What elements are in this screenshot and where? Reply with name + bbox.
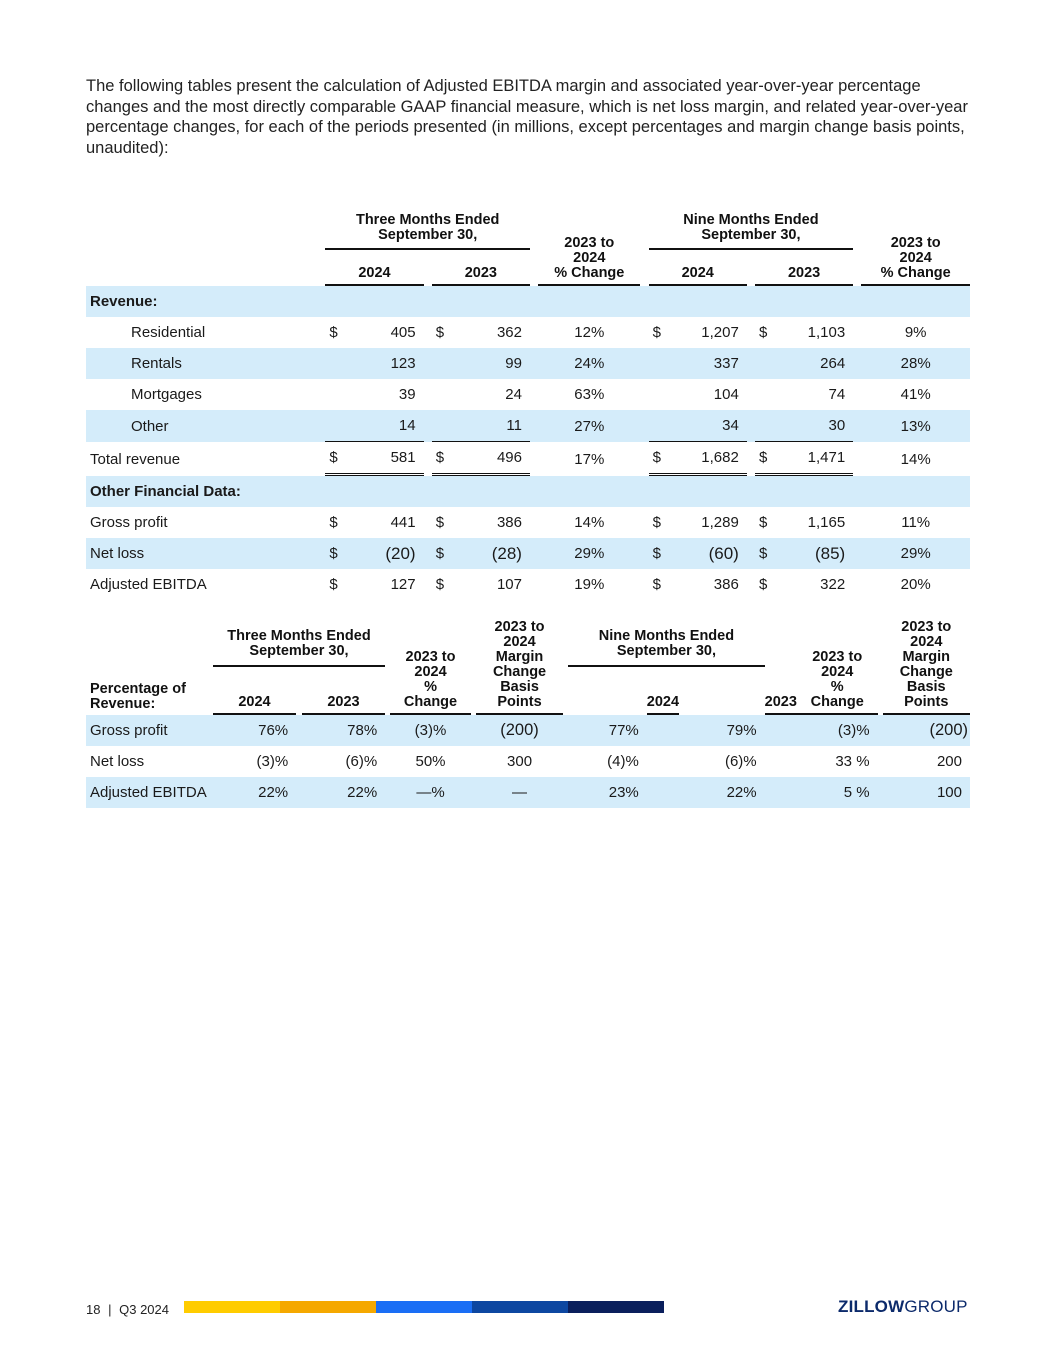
col2-q-2024: 2024 [213,667,296,715]
color-bar-segment [472,1301,568,1313]
percentage-of-revenue-header: Percentage of Revenue: [90,681,186,712]
zillow-group-logo: ZILLOWGROUP [838,1297,968,1316]
col2-q-2023: 2023 [302,667,385,715]
table-row-total: Total revenue $ 581 $ 496 17% $ 1,682 $ 1,471 14% [86,442,970,476]
table-row: Other 14 11 27% 34 30 13% [86,410,970,442]
margin-table [86,615,970,808]
col-q-2023: 2023 [432,250,530,286]
col2-n-2024: 2024 [647,667,679,715]
table-row: Residential $ 405 $ 362 12% $ 1,207 $ 1,103 9% [131,324,927,341]
page-number: 18 [86,1302,101,1317]
three-months-header: Three Months Ended September 30, [325,205,530,250]
q-pct-change-header: 2023 to 2024 % Change [390,615,471,715]
col-n-2024: 2024 [649,250,747,286]
section-other-financial-data: Other Financial Data: [86,476,970,507]
page-footer [86,1302,169,1317]
intro-paragraph: The following tables present the calculation of Adjusted EBITDA margin and associated year-over-year percentage changes and the most directly comparable GAAP financial measure, which is net loss margin, and related year-over-year percentage changes, for each of the periods presented (in millions, except percentages and margin change basis points, unaudited): [86,77,968,157]
three-months-header-2: Three Months Ended September 30, [213,615,385,667]
col2-n-2023: 2023 [765,667,797,715]
nine-months-header: Nine Months Ended September 30, [649,205,854,250]
revenue-table [86,205,970,600]
table-row: Rentals 123 99 24% 337 264 28% [86,348,970,379]
nine-month-change-header: 2023 to 2024 % Change [861,205,970,286]
color-bar-segment [280,1301,376,1313]
col-q-2024: 2024 [325,250,423,286]
table-row: Gross profit $ 441 $ 386 14% $ 1,289 $ 1,165 11% [90,514,931,531]
table-row: Gross profit 76% 78% (3)% (200) 77% 79% (3)% (200) [86,715,970,746]
color-bar-segment [568,1301,664,1313]
table-row: Net loss (3)% (6)% 50% 300 (4)% (6)% 33 % 200 [90,753,962,770]
nine-months-header-2: Nine Months Ended September 30, [568,615,764,667]
table-row: Mortgages 39 24 63% 104 74 41% [131,386,931,403]
footer-separator: | [108,1302,112,1317]
table-row: Adjusted EBITDA $ 127 $ 107 19% $ 386 $ 322 20% [90,576,931,593]
n-pct-change-header: 2023 to 2024 % Change [797,615,878,715]
n-bps-header: 2023 to 2024 Margin Change Basis Points [883,615,970,715]
col-n-2023: 2023 [755,250,853,286]
table-row: Adjusted EBITDA 22% 22% —% — 23% 22% 5 % 100 [86,777,970,808]
section-revenue: Revenue: [86,286,970,317]
table-row: Net loss $ (20) $ (28) 29% $ (60) $ (85) 29% [86,538,970,569]
color-bar-segment [184,1301,280,1313]
quarter-change-header: 2023 to 2024 % Change [538,205,640,286]
report-period: Q3 2024 [119,1302,169,1317]
q-bps-header: 2023 to 2024 Margin Change Basis Points [476,615,563,715]
color-bar-segment [376,1301,472,1313]
